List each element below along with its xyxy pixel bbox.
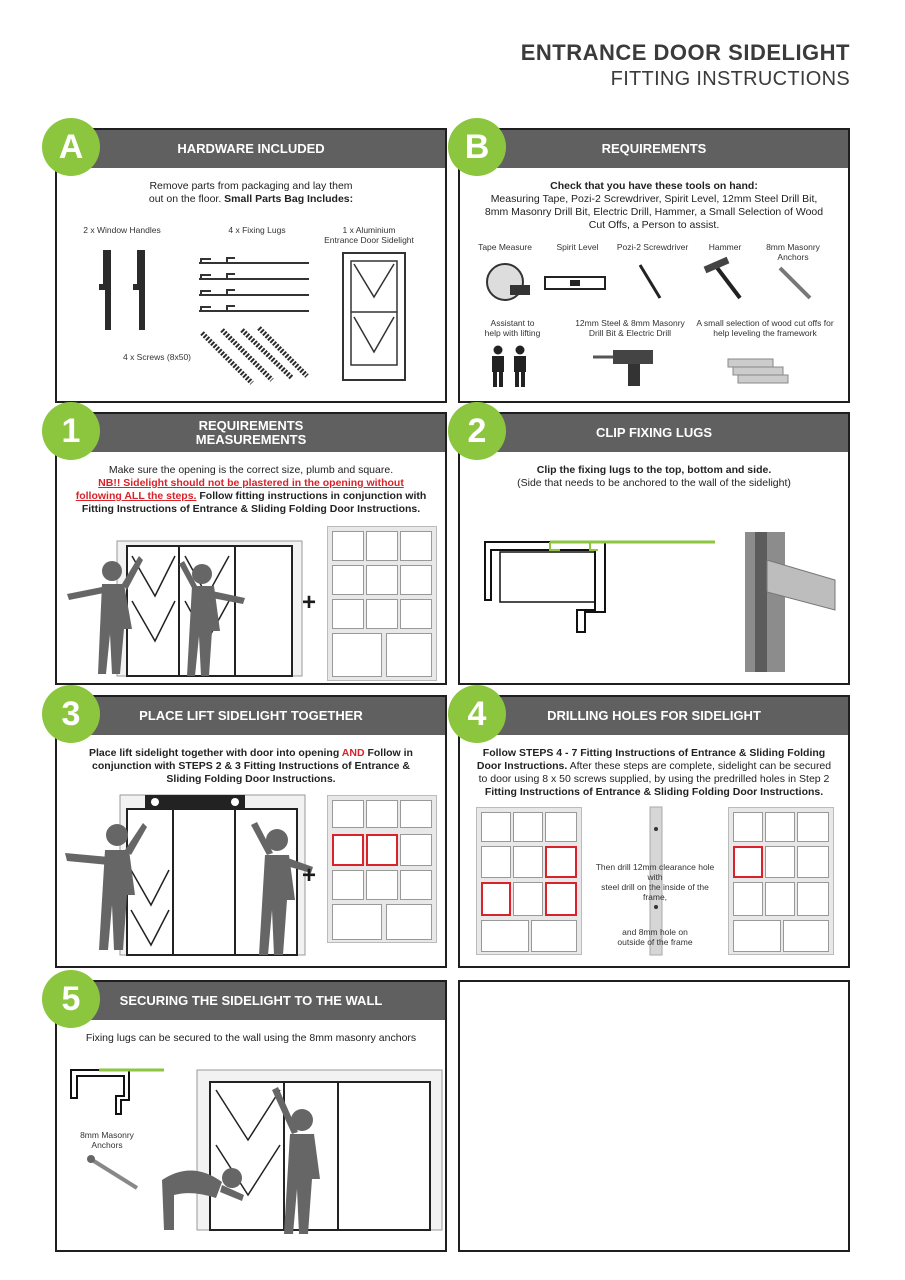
- document-title: ENTRANCE DOOR SIDELIGHT: [520, 40, 850, 65]
- reference-instructions-sheet: [327, 795, 437, 943]
- panel-title: SECURING THE SIDELIGHT TO THE WALL: [57, 982, 445, 1020]
- drill-12mm-note: Then drill 12mm clearance hole with steel drill on the inside of the frame,: [595, 862, 715, 902]
- tool-hammer-label: Hammer: [708, 242, 742, 252]
- tools-illustration: [480, 260, 820, 305]
- step-badge-3: 3: [42, 685, 100, 743]
- step-2-text: Clip the fixing lugs to the top, bottom and side. (Side that needs to be anchored to the wall of the sidelight): [517, 464, 791, 489]
- tool-tape-measure-label: Tape Measure: [478, 242, 532, 252]
- masonry-anchor-illustration: [85, 1154, 145, 1194]
- lift-sidelight-illustration: [65, 795, 305, 960]
- empty-panel: [458, 980, 850, 1252]
- handles-label: 2 x Window Handles: [83, 225, 161, 235]
- panel-step-3-place-lift-sidelight: [55, 695, 447, 968]
- panel-hardware-included: [55, 128, 447, 403]
- panel-title: HARDWARE INCLUDED: [57, 130, 445, 168]
- step-badge-5: 5: [42, 970, 100, 1028]
- panel-title: DRILLING HOLES FOR SIDELIGHT: [460, 697, 848, 735]
- drill-label: 12mm Steel & 8mm Masonry Drill Bit & Electric Drill: [575, 318, 685, 338]
- screws-illustration: [197, 328, 312, 388]
- step-badge-a: A: [42, 118, 100, 176]
- tool-screwdriver-label: Pozi-2 Screwdriver: [616, 242, 689, 252]
- panel-step-4-drilling-holes: [458, 695, 850, 968]
- tool-anchors-label: 8mm Masonry Anchors: [766, 242, 820, 262]
- step-badge-b: B: [448, 118, 506, 176]
- tool-spirit-level-label: Spirit Level: [556, 242, 599, 252]
- step-badge-4: 4: [448, 685, 506, 743]
- window-handles-illustration: [95, 248, 155, 333]
- panel-step-1-requirements-measurements: [55, 412, 447, 685]
- fixing-lug-profile-illustration: [480, 532, 840, 677]
- panel-title: REQUIREMENTS: [460, 130, 848, 168]
- step-badge-1: 1: [42, 402, 100, 460]
- assistant-label: Assistant to help with lifting: [484, 318, 541, 338]
- document-title-block: [521, 40, 850, 91]
- panel-title: CLIP FIXING LUGS: [460, 414, 848, 452]
- panel-step-5-securing-sidelight: [55, 980, 447, 1252]
- sidelight-label: 1 x Aluminium Entrance Door Sidelight: [324, 225, 414, 245]
- plus-sign: +: [302, 862, 317, 889]
- panel-title: REQUIREMENTS MEASUREMENTS: [57, 414, 445, 452]
- reference-sheet-right: [728, 807, 834, 955]
- step-1-text: Make sure the opening is the correct size, plumb and square. NB!! Sidelight should not be plastered in the opening without following ALL the steps. Follow fitting instructions in conjunction with Fitting Instructions of Entrance & Sliding Folding Door Instructions.: [75, 464, 427, 515]
- reference-instructions-sheet: [327, 526, 437, 681]
- lugs-label: 4 x Fixing Lugs: [228, 225, 286, 235]
- panel-step-2-clip-fixing-lugs: [458, 412, 850, 685]
- step-3-text: Place lift sidelight together with door into opening AND Follow in conjunction with STEPS 2 & 3 Fitting Instructions of Entrance & Sliding Folding Door Instructions.: [89, 747, 413, 785]
- assist-drill-wood-illustration: [488, 345, 808, 390]
- tools-intro: Check that you have these tools on hand: Measuring Tape, Pozi-2 Screwdriver, Spirit Level, 12mm Steel Drill Bit, 8mm Masonry Drill Bit, Electric Drill, Hammer, a Small Selection of Wood Cut Offs, a Person to assist.: [484, 180, 824, 231]
- panel-requirements: [458, 128, 850, 403]
- drill-8mm-note: and 8mm hole on outside of the frame: [617, 927, 693, 947]
- sidelight-illustration: [342, 252, 407, 382]
- plus-sign: +: [302, 589, 317, 616]
- step-badge-2: 2: [448, 402, 506, 460]
- anchor-label: 8mm Masonry Anchors: [80, 1130, 134, 1150]
- secure-wall-illustration: [152, 1070, 442, 1250]
- wood-label: A small selection of wood cut offs for help leveling the framework: [696, 318, 834, 338]
- document-subtitle: FITTING INSTRUCTIONS: [610, 68, 850, 90]
- screws-label: 4 x Screws (8x50): [122, 352, 192, 362]
- reference-sheet-left: [476, 807, 582, 955]
- step-4-text: Follow STEPS 4 - 7 Fitting Instructions of Entrance & Sliding Folding Door Instructions. After these steps are complete, sidelight can be secured to door using 8 x 50 screws supplied, by using the predrilled holes in Step 2 Fitting Instructions of Entrance & Sliding Folding Door Instructions.: [476, 747, 832, 798]
- step-5-text: Fixing lugs can be secured to the wall using the 8mm masonry anchors: [85, 1032, 417, 1044]
- panel-title: PLACE LIFT SIDELIGHT TOGETHER: [57, 697, 445, 735]
- fixing-lugs-illustration: [197, 255, 317, 325]
- measure-opening-illustration: [67, 536, 307, 681]
- intro-text: Remove parts from packaging and lay them out on the floor. Small Parts Bag Includes:: [148, 180, 354, 205]
